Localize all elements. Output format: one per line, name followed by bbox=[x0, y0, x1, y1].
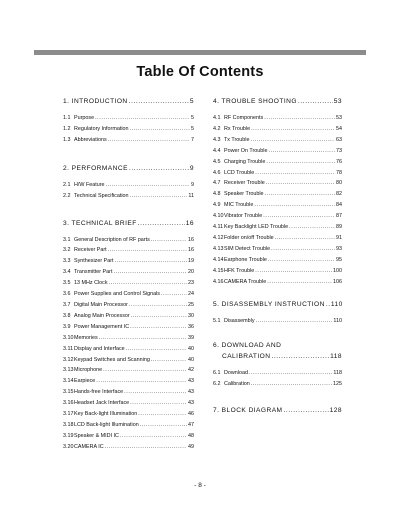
entry-page: 106 bbox=[333, 278, 342, 285]
toc-entry[interactable] bbox=[63, 365, 194, 376]
toc-entry[interactable] bbox=[63, 387, 194, 398]
toc-entry[interactable] bbox=[213, 168, 342, 179]
dot-leader bbox=[103, 365, 187, 376]
entry-number: 4.13 bbox=[213, 245, 224, 252]
entry-number: 5.1 bbox=[213, 317, 221, 324]
entry-number: 1.1 bbox=[63, 115, 71, 121]
dot-leader bbox=[289, 222, 335, 233]
toc-entry[interactable] bbox=[63, 376, 194, 387]
toc-entry[interactable] bbox=[63, 289, 194, 300]
section-items bbox=[63, 180, 194, 202]
dot-leader bbox=[130, 124, 190, 135]
entry-number: 4.1 bbox=[213, 115, 221, 121]
entry-title: Key Back-light Illumination bbox=[74, 411, 138, 418]
entry-number: 3.9 bbox=[63, 323, 71, 330]
dot-leader bbox=[266, 157, 335, 168]
page-number: - 8 - bbox=[194, 482, 206, 489]
entry-page: 43 bbox=[188, 389, 194, 396]
entry-number: 3.2 bbox=[63, 247, 71, 254]
entry-number: 4.16 bbox=[213, 278, 224, 285]
dot-leader bbox=[268, 255, 335, 266]
entry-title: SIM Detect Trouble bbox=[224, 245, 271, 252]
entry-page: 36 bbox=[188, 323, 194, 330]
section-title: 2. PERFORMANCE bbox=[63, 164, 128, 172]
entry-page: 43 bbox=[188, 400, 194, 407]
entry-number: 4.3 bbox=[213, 136, 221, 143]
dot-leader bbox=[96, 376, 187, 387]
toc-entry[interactable] bbox=[213, 255, 342, 266]
entry-page: 76 bbox=[336, 158, 342, 165]
dot-leader bbox=[130, 322, 187, 333]
entry-title: Disassembly bbox=[224, 317, 255, 324]
entry-title: Abbreviations bbox=[74, 136, 107, 143]
entry-page: 87 bbox=[336, 213, 342, 220]
toc-entry[interactable] bbox=[63, 124, 194, 135]
dot-leader bbox=[109, 278, 187, 289]
entry-title: Hands-free Interface bbox=[74, 389, 124, 396]
entry-number: 3.13 bbox=[63, 367, 74, 374]
dot-leader bbox=[138, 409, 187, 420]
dot-leader bbox=[113, 267, 187, 278]
entry-title: Key Backlight LED Trouble bbox=[224, 224, 289, 231]
entry-title: Purpose bbox=[74, 115, 95, 121]
entry-title: Display and Interface bbox=[74, 345, 125, 352]
dot-leader bbox=[265, 189, 335, 200]
entry-number: 3.3 bbox=[63, 258, 71, 265]
entry-title: Technical Specification bbox=[74, 192, 129, 199]
entry-page: 9 bbox=[191, 181, 194, 188]
entry-page: 84 bbox=[336, 202, 342, 209]
entry-number: 3.19 bbox=[63, 432, 74, 439]
dot-leader bbox=[105, 442, 187, 453]
entry-number: 1.3 bbox=[63, 136, 71, 143]
entry-page: 100 bbox=[333, 267, 342, 274]
entry-title: CAMERA IC bbox=[74, 443, 104, 450]
toc-entry[interactable] bbox=[63, 278, 194, 289]
dot-leader bbox=[251, 379, 332, 390]
entry-page: 5 bbox=[191, 115, 194, 121]
entry-title: Microphone bbox=[74, 367, 103, 374]
entry-number: 3.8 bbox=[63, 312, 71, 319]
entry-page: 63 bbox=[336, 136, 342, 143]
toc-entry[interactable] bbox=[63, 442, 194, 453]
dot-leader bbox=[151, 355, 187, 366]
entry-page: 78 bbox=[336, 169, 342, 176]
toc-entry[interactable] bbox=[213, 211, 342, 222]
entry-title: Transmitter Part bbox=[74, 269, 113, 276]
entry-page: 20 bbox=[188, 269, 194, 276]
entry-page: 48 bbox=[188, 432, 194, 439]
toc-entry[interactable] bbox=[213, 316, 342, 327]
toc-left-column bbox=[63, 96, 194, 453]
entry-title: General Description of RF parts bbox=[74, 236, 150, 243]
section-items bbox=[213, 113, 342, 288]
entry-page: 43 bbox=[188, 378, 194, 385]
dot-leader bbox=[108, 135, 190, 146]
toc-entry[interactable] bbox=[213, 178, 342, 189]
dot-leader bbox=[108, 245, 187, 256]
toc-entry[interactable] bbox=[213, 135, 342, 146]
entry-number: 2.2 bbox=[63, 192, 71, 199]
section-title: CALIBRATION bbox=[222, 353, 271, 361]
toc-entry[interactable] bbox=[63, 135, 194, 146]
dot-leader bbox=[140, 420, 187, 431]
dot-leader bbox=[250, 135, 335, 146]
dot-leader bbox=[151, 235, 187, 246]
toc-entry[interactable] bbox=[213, 189, 342, 200]
entry-title: Receiver Trouble bbox=[224, 180, 265, 187]
entry-number: 3.16 bbox=[63, 400, 74, 407]
entry-page: 7 bbox=[191, 136, 194, 143]
section-heading[interactable] bbox=[213, 96, 342, 107]
entry-page: 110 bbox=[333, 317, 342, 324]
entry-title: Calibration bbox=[224, 381, 250, 388]
entry-page: 73 bbox=[336, 147, 342, 154]
entry-title: Headset Jack Interface bbox=[74, 400, 130, 407]
toc-section-download-calibration bbox=[213, 340, 342, 390]
toc-entry[interactable] bbox=[213, 266, 342, 277]
entry-page: 118 bbox=[333, 370, 342, 377]
entry-number: 3.18 bbox=[63, 421, 74, 428]
entry-number: 4.2 bbox=[213, 125, 221, 132]
toc-entry[interactable] bbox=[63, 180, 194, 191]
entry-number: 3.17 bbox=[63, 411, 74, 418]
toc-entry[interactable] bbox=[63, 420, 194, 431]
entry-number: 3.14 bbox=[63, 378, 74, 385]
entry-title: Folder on/off Trouble bbox=[224, 234, 274, 241]
entry-title: LCD Back-light Illumination bbox=[74, 421, 139, 428]
toc-entry[interactable] bbox=[213, 200, 342, 211]
toc-section-trouble-shooting bbox=[213, 96, 342, 288]
dot-leader bbox=[129, 163, 189, 174]
toc-section-technical-brief bbox=[63, 218, 194, 453]
dot-leader bbox=[106, 180, 190, 191]
section-title-line1: 6. DOWNLOAD AND bbox=[213, 342, 282, 350]
entry-page: 23 bbox=[188, 280, 194, 287]
entry-title: Power Supplies and Control Signals bbox=[74, 291, 161, 298]
entry-page: 24 bbox=[188, 291, 194, 298]
dot-leader bbox=[129, 96, 189, 107]
entry-page: 82 bbox=[336, 191, 342, 198]
entry-title: Keypad Switches and Scanning bbox=[74, 356, 150, 363]
entry-page: 30 bbox=[188, 312, 194, 319]
entry-number: 3.20 bbox=[63, 443, 74, 450]
entry-number: 3.12 bbox=[63, 356, 74, 363]
entry-title: Tx Trouble bbox=[224, 136, 250, 143]
toc-entry[interactable] bbox=[63, 322, 194, 333]
entry-title: Analog Main Processor bbox=[74, 312, 130, 319]
entry-page: 89 bbox=[336, 224, 342, 231]
toc-entry[interactable] bbox=[63, 245, 194, 256]
section-title: 7. BLOCK DIAGRAM bbox=[213, 407, 283, 415]
entry-number: 3.4 bbox=[63, 269, 71, 276]
section-heading[interactable] bbox=[63, 163, 194, 174]
section-page: 9 bbox=[189, 164, 194, 172]
entry-title: Receiver Part bbox=[74, 247, 107, 254]
entry-page: 46 bbox=[188, 411, 194, 418]
dot-leader bbox=[255, 168, 335, 179]
dot-leader bbox=[268, 146, 335, 157]
toc-entry[interactable] bbox=[63, 355, 194, 366]
entry-number: 4.7 bbox=[213, 180, 221, 187]
entry-page: 91 bbox=[336, 234, 342, 241]
entry-page: 93 bbox=[336, 245, 342, 252]
toc-entry[interactable] bbox=[213, 244, 342, 255]
entry-page: 39 bbox=[188, 334, 194, 341]
entry-number: 3.15 bbox=[63, 389, 74, 396]
entry-title: Earphone Trouble bbox=[224, 256, 267, 263]
toc-entry[interactable] bbox=[63, 300, 194, 311]
entry-number: 3.6 bbox=[63, 291, 71, 298]
dot-leader bbox=[249, 368, 332, 379]
entry-page: 49 bbox=[188, 443, 194, 450]
dot-leader bbox=[126, 344, 187, 355]
dot-leader bbox=[284, 405, 329, 416]
section-items bbox=[63, 113, 194, 146]
entry-page: 11 bbox=[188, 192, 194, 199]
page-title: Table Of Contents bbox=[136, 64, 264, 80]
section-title: 3. TECHNICAL BRIEF bbox=[63, 219, 137, 227]
toc-entry[interactable] bbox=[213, 124, 342, 135]
section-heading[interactable] bbox=[213, 405, 342, 416]
entry-page: 40 bbox=[188, 356, 194, 363]
section-heading[interactable] bbox=[213, 340, 342, 362]
entry-number: 4.6 bbox=[213, 169, 221, 176]
dot-leader bbox=[120, 431, 187, 442]
entry-page: 19 bbox=[188, 258, 194, 265]
entry-title: Power On Trouble bbox=[224, 147, 268, 154]
toc-entry[interactable] bbox=[213, 379, 342, 390]
dot-leader bbox=[256, 316, 333, 327]
toc-entry[interactable] bbox=[63, 191, 194, 202]
dot-leader bbox=[99, 333, 187, 344]
section-page: 16 bbox=[185, 219, 194, 227]
toc-entry[interactable] bbox=[63, 431, 194, 442]
dot-leader bbox=[130, 191, 188, 202]
toc-entry[interactable] bbox=[63, 311, 194, 322]
dot-leader bbox=[298, 96, 333, 107]
dot-leader bbox=[131, 311, 187, 322]
toc-entry[interactable] bbox=[213, 233, 342, 244]
entry-title: H/W Feature bbox=[74, 181, 105, 188]
toc-entry[interactable] bbox=[63, 113, 194, 124]
entry-page: 80 bbox=[336, 180, 342, 187]
toc-right-column bbox=[213, 96, 342, 416]
toc-entry[interactable] bbox=[63, 409, 194, 420]
entry-page: 25 bbox=[188, 301, 194, 308]
entry-number: 4.12 bbox=[213, 234, 224, 241]
entry-title: Speaker & MIDI IC bbox=[74, 432, 119, 439]
dot-leader bbox=[271, 244, 335, 255]
section-items bbox=[213, 368, 342, 390]
entry-page: 47 bbox=[188, 421, 194, 428]
entry-number: 4.9 bbox=[213, 202, 221, 209]
toc-entry[interactable] bbox=[63, 235, 194, 246]
entry-number: 3.5 bbox=[63, 280, 71, 287]
entry-number: 4.10 bbox=[213, 213, 224, 220]
entry-title: Download bbox=[224, 370, 248, 377]
dot-leader bbox=[254, 200, 335, 211]
entry-title: 13 MHz Clock bbox=[74, 280, 108, 287]
section-title: 5. DISASSEMBLY INSTRUCTION bbox=[213, 300, 325, 308]
entry-number: 4.11 bbox=[213, 224, 224, 231]
toc-entry[interactable] bbox=[213, 277, 342, 288]
section-page: 128 bbox=[329, 407, 342, 415]
toc-section-disassembly bbox=[213, 299, 342, 327]
entry-number: 3.11 bbox=[63, 345, 74, 352]
dot-leader bbox=[263, 211, 335, 222]
toc-section-block-diagram bbox=[213, 405, 342, 416]
entry-number: 4.4 bbox=[213, 147, 221, 154]
section-page: 118 bbox=[330, 353, 342, 361]
section-heading[interactable] bbox=[63, 96, 194, 107]
entry-number: 3.10 bbox=[63, 334, 74, 341]
toc-entry[interactable] bbox=[213, 157, 342, 168]
entry-title: Synthesizer Part bbox=[74, 258, 114, 265]
dot-leader bbox=[138, 218, 185, 229]
entry-title: LCD Trouble bbox=[224, 169, 255, 176]
entry-number: 2.1 bbox=[63, 181, 71, 188]
dot-leader bbox=[275, 233, 335, 244]
toc-entry[interactable] bbox=[213, 113, 342, 124]
entry-title: Vibrator Trouble bbox=[224, 213, 263, 220]
entry-page: 125 bbox=[333, 381, 342, 388]
entry-title: Earpiece bbox=[74, 378, 96, 385]
entry-title: Power Management IC bbox=[74, 323, 130, 330]
toc-section-performance bbox=[63, 163, 194, 202]
entry-page: 16 bbox=[188, 247, 194, 254]
dot-leader bbox=[266, 178, 335, 189]
entry-page: 53 bbox=[336, 115, 342, 121]
entry-title: Digital Main Processor bbox=[74, 301, 128, 308]
section-title: 4. TROUBLE SHOOTING bbox=[213, 98, 297, 105]
entry-number: 4.5 bbox=[213, 158, 221, 165]
entry-number: 4.8 bbox=[213, 191, 221, 198]
header-rule bbox=[34, 50, 366, 55]
toc-entry[interactable] bbox=[213, 146, 342, 157]
section-title: 1. INTRODUCTION bbox=[63, 98, 128, 105]
entry-page: 40 bbox=[188, 345, 194, 352]
toc-entry[interactable] bbox=[63, 256, 194, 267]
toc-section-introduction bbox=[63, 96, 194, 146]
section-heading[interactable] bbox=[213, 299, 342, 310]
dot-leader bbox=[267, 277, 332, 288]
entry-page: 5 bbox=[191, 125, 194, 132]
toc-entry[interactable] bbox=[213, 368, 342, 379]
entry-title: Memories bbox=[74, 334, 98, 341]
dot-leader bbox=[255, 266, 332, 277]
toc-entry[interactable] bbox=[63, 344, 194, 355]
entry-number: 6.1 bbox=[213, 370, 221, 377]
dot-leader bbox=[161, 289, 187, 300]
section-heading[interactable] bbox=[63, 218, 194, 229]
dot-leader bbox=[271, 351, 329, 362]
entry-page: 16 bbox=[188, 236, 194, 243]
entry-page: 42 bbox=[188, 367, 194, 374]
entry-page: 54 bbox=[336, 125, 342, 132]
entry-title: MIC Trouble bbox=[224, 202, 254, 209]
section-page: 110 bbox=[330, 300, 343, 308]
entry-number: 3.1 bbox=[63, 236, 71, 243]
dot-leader bbox=[129, 300, 187, 311]
section-title-line2 bbox=[213, 351, 342, 362]
entry-title: Regulatory Information bbox=[74, 125, 129, 132]
entry-number: 6.2 bbox=[213, 381, 221, 388]
toc-entry[interactable] bbox=[63, 398, 194, 409]
entry-title: RF Components bbox=[224, 115, 264, 121]
section-page: 5 bbox=[189, 98, 194, 105]
dot-leader bbox=[264, 113, 335, 124]
entry-title: CAMERA Trouble bbox=[224, 278, 267, 285]
dot-leader bbox=[326, 299, 330, 310]
entry-number: 3.7 bbox=[63, 301, 71, 308]
toc-entry[interactable] bbox=[213, 222, 342, 233]
dot-leader bbox=[124, 387, 187, 398]
entry-title: HFK Trouble bbox=[224, 267, 255, 274]
section-items bbox=[63, 235, 194, 453]
entry-number: 4.15 bbox=[213, 267, 224, 274]
section-items bbox=[213, 316, 342, 327]
entry-title: Rx Trouble bbox=[224, 125, 251, 132]
entry-title: Charging Trouble bbox=[224, 158, 266, 165]
dot-leader bbox=[115, 256, 187, 267]
dot-leader bbox=[130, 398, 187, 409]
dot-leader bbox=[95, 113, 190, 124]
entry-title: Speaker Trouble bbox=[224, 191, 264, 198]
section-page: 53 bbox=[333, 98, 342, 105]
dot-leader bbox=[251, 124, 335, 135]
entry-page: 95 bbox=[336, 256, 342, 263]
entry-number: 4.14 bbox=[213, 256, 224, 263]
toc-entry[interactable] bbox=[63, 267, 194, 278]
toc-entry[interactable] bbox=[63, 333, 194, 344]
entry-number: 1.2 bbox=[63, 125, 71, 132]
